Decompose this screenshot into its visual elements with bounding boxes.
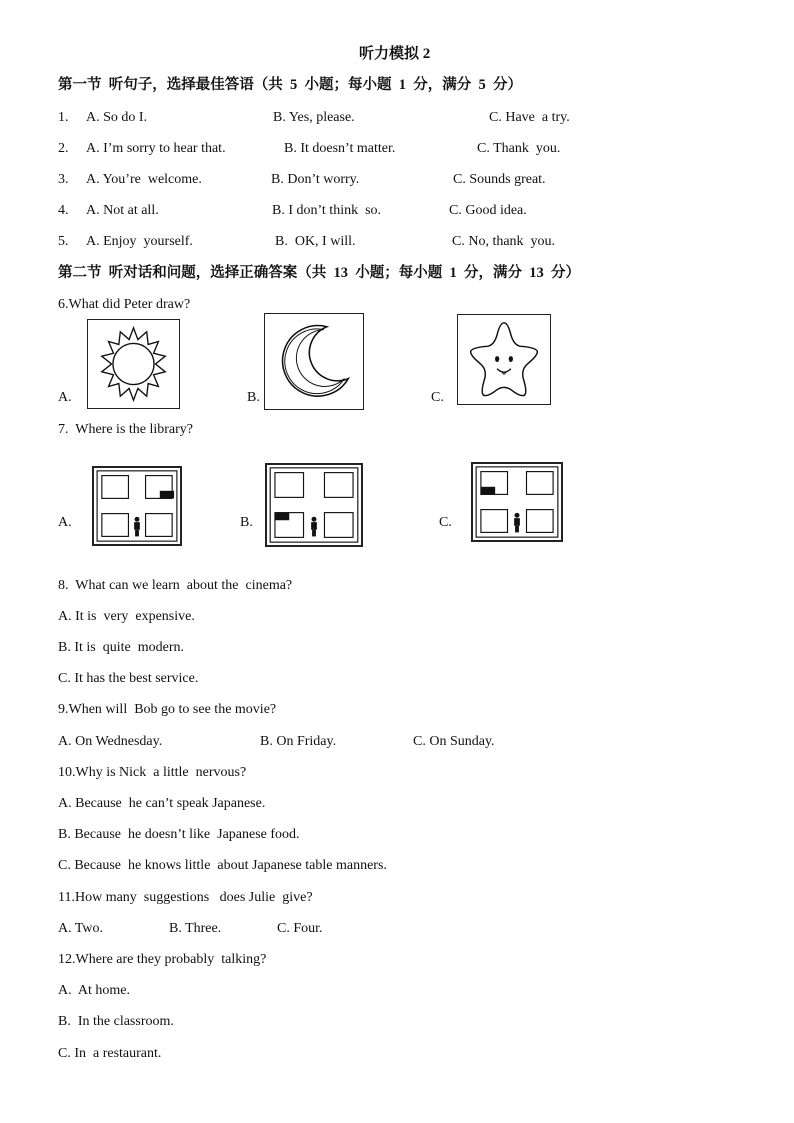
q1-option-b[interactable]: B. Yes, please.: [273, 110, 355, 125]
q12-option-a[interactable]: A. At home.: [58, 983, 130, 998]
library-marker: [160, 491, 174, 499]
q8-option-b[interactable]: B. It is quite modern.: [58, 640, 184, 655]
q8-question: 8. What can we learn about the cinema?: [58, 578, 293, 593]
q6-option-c-image[interactable]: [457, 314, 551, 405]
q4-option-c[interactable]: C. Good idea.: [449, 203, 527, 218]
q4-number: 4.: [58, 203, 69, 218]
q3-option-b[interactable]: B. Don’t worry.: [271, 172, 360, 187]
q12-option-c[interactable]: C. In a restaurant.: [58, 1046, 162, 1061]
q5-option-b[interactable]: B. OK, I will.: [275, 234, 356, 249]
q3-option-c[interactable]: C. Sounds great.: [453, 172, 546, 187]
q2-option-b[interactable]: B. It doesn’t matter.: [284, 141, 396, 156]
q7-label-c: C.: [439, 515, 452, 530]
q7-option-a-map[interactable]: [92, 466, 182, 546]
library-marker: [275, 513, 289, 521]
q9-option-c[interactable]: C. On Sunday.: [413, 734, 495, 749]
q4-option-a[interactable]: A. Not at all.: [86, 203, 159, 218]
q6-label-a: A.: [58, 390, 72, 405]
q6-option-a-image[interactable]: [87, 319, 180, 409]
q7-option-b-map[interactable]: [265, 463, 363, 547]
street-map-icon: [267, 465, 361, 545]
q7-option-c-map[interactable]: [471, 462, 563, 542]
q4-option-b[interactable]: B. I don’t think so.: [272, 203, 382, 218]
q11-option-c[interactable]: C. Four.: [277, 921, 323, 936]
q6-question: 6.What did Peter draw?: [58, 297, 191, 312]
q12-option-b[interactable]: B. In the classroom.: [58, 1014, 174, 1029]
q3-number: 3.: [58, 172, 69, 187]
q10-question: 10.Why is Nick a little nervous?: [58, 765, 247, 780]
q9-option-b[interactable]: B. On Friday.: [260, 734, 337, 749]
q8-option-a[interactable]: A. It is very expensive.: [58, 609, 195, 624]
sun-icon: [88, 320, 179, 408]
q6-option-b-image[interactable]: [264, 313, 364, 410]
q1-option-c[interactable]: C. Have a try.: [489, 110, 570, 125]
q10-option-a[interactable]: A. Because he can’t speak Japanese.: [58, 796, 266, 811]
section1-heading: 第一节 听句子，选择最佳答语（共 5 小题；每小题 1 分，满分 5 分）: [58, 77, 522, 93]
q5-number: 5.: [58, 234, 69, 249]
q11-option-a[interactable]: A. Two.: [58, 921, 104, 936]
q8-option-c[interactable]: C. It has the best service.: [58, 671, 199, 686]
star-face-icon: [458, 315, 550, 404]
q5-option-c[interactable]: C. No, thank you.: [452, 234, 556, 249]
section2-heading: 第二节 听对话和问题，选择正确答案（共 13 小题；每小题 1 分，满分 13 分）: [58, 265, 580, 281]
q11-question: 11.How many suggestions does Julie give?: [58, 890, 313, 905]
q1-option-a[interactable]: A. So do I.: [86, 110, 148, 125]
q9-option-a[interactable]: A. On Wednesday.: [58, 734, 163, 749]
q10-option-c[interactable]: C. Because he knows little about Japanese table manners.: [58, 858, 387, 873]
q7-label-a: A.: [58, 515, 72, 530]
street-map-icon: [473, 464, 561, 540]
q7-question: 7. Where is the library?: [58, 422, 194, 437]
page-title: 听力模拟 2: [359, 46, 431, 62]
q2-number: 2.: [58, 141, 69, 156]
q5-option-a[interactable]: A. Enjoy yourself.: [86, 234, 193, 249]
q10-option-b[interactable]: B. Because he doesn’t like Japanese food.: [58, 827, 300, 842]
q6-label-c: C.: [431, 390, 444, 405]
q3-option-a[interactable]: A. You’re welcome.: [86, 172, 202, 187]
q9-question: 9.When will Bob go to see the movie?: [58, 702, 277, 717]
moon-icon: [265, 314, 363, 409]
q6-label-b: B.: [247, 390, 260, 405]
q2-option-c[interactable]: C. Thank you.: [477, 141, 561, 156]
q1-number: 1.: [58, 110, 69, 125]
q2-option-a[interactable]: A. I’m sorry to hear that.: [86, 141, 226, 156]
library-marker: [481, 487, 495, 495]
q12-question: 12.Where are they probably talking?: [58, 952, 267, 967]
q11-option-b[interactable]: B. Three.: [169, 921, 222, 936]
q7-label-b: B.: [240, 515, 253, 530]
street-map-icon: [94, 468, 180, 544]
